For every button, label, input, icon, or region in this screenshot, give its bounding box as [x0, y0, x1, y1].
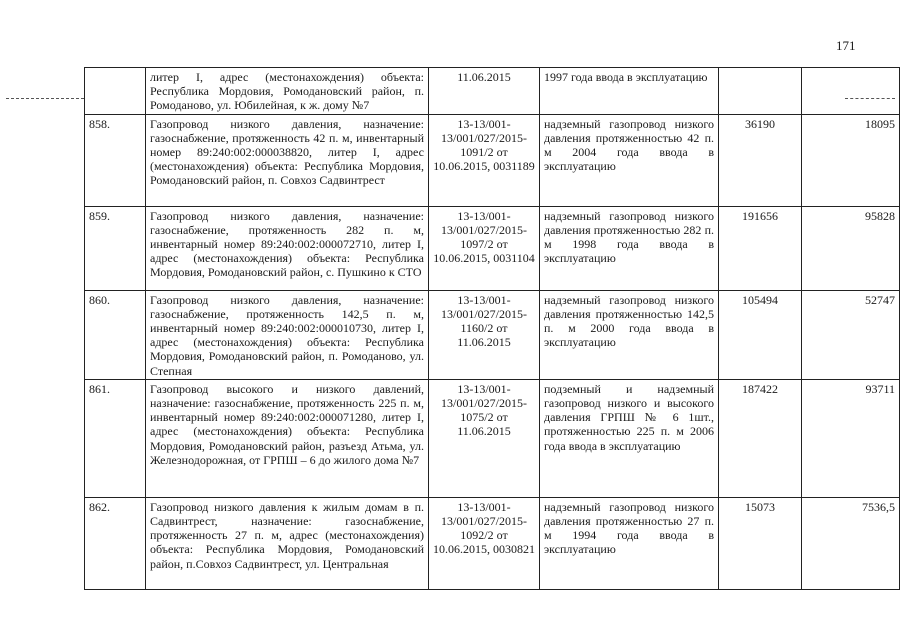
table-row — [85, 290, 900, 379]
cell-value-2 — [802, 68, 900, 115]
cell-registration: 13-13/001-13/001/027/2015-1097/2 от 10.06.2015, 0031104 — [429, 206, 540, 290]
cell-registration: 13-13/001-13/001/027/2015-1075/2 от 11.06.2015 — [429, 379, 540, 497]
cell-description: Газопровод низкого давления, назначение: газоснабжение, протяженность 42 п. м, инвентарный номер 89:240:002:000038820, литер I, адрес (местонахождения) объекта: Республика Мордовия, Ромодановский район, п. Совхоз Садвинтрест — [146, 114, 429, 206]
table-row — [85, 497, 900, 589]
table-row — [85, 68, 900, 115]
table-row — [85, 379, 900, 497]
cell-registration: 13-13/001-13/001/027/2015-1092/2 от 10.06.2015, 0030821 — [429, 497, 540, 589]
cell-number: 858. — [85, 114, 146, 206]
scan-artifact-line-left — [6, 98, 84, 99]
cell-value-1: 105494 — [719, 290, 802, 379]
cell-characteristics: надземный газопровод низкого давления протяженностью 27 п. м 1994 года ввода в эксплуатацию — [540, 497, 719, 589]
cell-description: Газопровод высокого и низкого давлений, назначение: газоснабжение, протяженность 225 п. м, инвентарный номер 89:240:002:000071280, литер I, адрес (местонахождения) объекта: Республика Мордовия, Ромодановский район, разъезд Атьма, ул. Железнодорожная, от ГРПШ – 6 до жилого дома №7 — [146, 379, 429, 497]
cell-registration: 13-13/001-13/001/027/2015-1160/2 от 11.06.2015 — [429, 290, 540, 379]
cell-value-2: 95828 — [802, 206, 900, 290]
cell-number: 862. — [85, 497, 146, 589]
table-row — [85, 114, 900, 206]
cell-value-2: 18095 — [802, 114, 900, 206]
cell-value-1: 187422 — [719, 379, 802, 497]
cell-description: Газопровод низкого давления к жилым домам в п. Садвинтрест, назначение: газоснабжение, протяженность 27 п. м, адрес (местонахождения) объекта: Республика Мордовия, Ромодановский район, п.Совхоз Садвинтрест, ул. Центральная — [146, 497, 429, 589]
page-number: 171 — [836, 38, 856, 53]
cell-value-2: 93711 — [802, 379, 900, 497]
cell-value-1: 36190 — [719, 114, 802, 206]
table-row — [85, 206, 900, 290]
cell-value-1: 15073 — [719, 497, 802, 589]
cell-registration: 13-13/001-13/001/027/2015-1091/2 от 10.06.2015, 0031189 — [429, 114, 540, 206]
cell-description: литер I, адрес (местонахождения) объекта: Республика Мордовия, Ромодановский район, п. Ромоданово, ул. Юбилейная, к ж. дому №7 — [146, 68, 429, 115]
cell-characteristics: надземный газопровод низкого давления протяженностью 142,5 п. м 2000 года ввода в эксплуатацию — [540, 290, 719, 379]
cell-description: Газопровод низкого давления, назначение: газоснабжение, протяженность 142,5 п. м, инвентарный номер 89:240:002:000010730, литер I, адрес (местонахождения) объекта: Республика Мордовия, Ромодановский район, п. Ромоданово, ул. Степная — [146, 290, 429, 379]
cell-description: Газопровод низкого давления, назначение: газоснабжение, протяженность 282 п. м, инвентарный номер 89:240:002:000072710, литер I, адрес (местонахождения) объекта: Республика Мордовия, Ромодановский район, с. Пушкино к СТО — [146, 206, 429, 290]
cell-registration: 11.06.2015 — [429, 68, 540, 115]
cell-number: 860. — [85, 290, 146, 379]
cell-value-1 — [719, 68, 802, 115]
cell-characteristics: надземный газопровод низкого давления протяженностью 282 п. м 1998 года ввода в эксплуатацию — [540, 206, 719, 290]
cell-characteristics: подземный и надземный газопровод низкого и высокого давления ГРПШ № 6 1шт., протяженностью 225 п. м 2006 года ввода в эксплуатацию — [540, 379, 719, 497]
cell-value-2: 7536,5 — [802, 497, 900, 589]
cell-value-1: 191656 — [719, 206, 802, 290]
cell-characteristics: 1997 года ввода в эксплуатацию — [540, 68, 719, 115]
cell-value-2: 52747 — [802, 290, 900, 379]
cell-characteristics: надземный газопровод низкого давления протяженностью 42 п. м 2004 года ввода в эксплуатацию — [540, 114, 719, 206]
cell-number — [85, 68, 146, 115]
cell-number: 861. — [85, 379, 146, 497]
cell-number: 859. — [85, 206, 146, 290]
property-registry-table — [84, 67, 900, 590]
